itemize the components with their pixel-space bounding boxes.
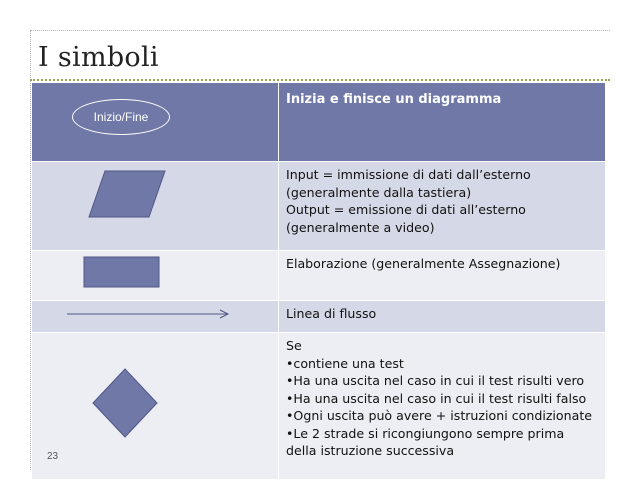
- description-cell: [279, 301, 606, 333]
- symbol-cell: [32, 301, 279, 333]
- symbol-cell: [32, 162, 279, 251]
- description-line: (generalmente a video): [286, 219, 435, 235]
- start-end-ellipse: [72, 99, 170, 135]
- symbol-cell: [32, 333, 279, 480]
- page-number: 23: [47, 451, 59, 462]
- table-row: [32, 162, 606, 251]
- description-cell: [279, 162, 606, 251]
- description-cell: [279, 83, 606, 162]
- diamond-shape: [32, 333, 278, 473]
- frame-top-line: [30, 30, 610, 31]
- description-line: Linea di flusso: [286, 306, 377, 321]
- rectangle-shape: [32, 251, 278, 294]
- ellipse-label: Inizio/Fine: [93, 110, 149, 124]
- description-line: •Ogni uscita può avere + istruzioni condizionate: [286, 408, 593, 423]
- description-line: •contiene una test: [286, 355, 404, 371]
- symbol-cell: [32, 251, 279, 301]
- table-row: [32, 301, 606, 333]
- description-line: Inizia e finisce un diagramma: [286, 92, 502, 107]
- description-line: •Le 2 strade si ricongiungono sempre prima: [286, 425, 565, 441]
- description-line: Input = immissione di dati dall’esterno: [286, 167, 531, 182]
- description-line: Elaborazione (generalmente Assegnazione): [286, 256, 561, 271]
- description-cell: [279, 333, 606, 480]
- description-line: •Ha una uscita nel caso in cui il test risulti falso: [286, 390, 587, 406]
- table-row: [32, 251, 606, 301]
- description-line: Se: [286, 338, 302, 353]
- description-line: Output = emissione di dati all’esterno: [286, 202, 526, 217]
- description-cell: [279, 251, 606, 301]
- description-line: (generalmente dalla tastiera): [286, 184, 472, 200]
- symbols-table: [31, 82, 606, 480]
- symbol-cell: [32, 83, 279, 162]
- arrow-shape: [32, 301, 278, 326]
- table-row: [32, 333, 606, 480]
- title-divider: [30, 79, 610, 81]
- description-line: della istruzione successiva: [286, 443, 455, 458]
- table-row: [32, 83, 606, 162]
- description-line: •Ha una uscita nel caso in cui il test risulti vero: [286, 373, 585, 388]
- slide-title: I simboli: [38, 42, 159, 73]
- parallelogram-shape: [32, 162, 278, 244]
